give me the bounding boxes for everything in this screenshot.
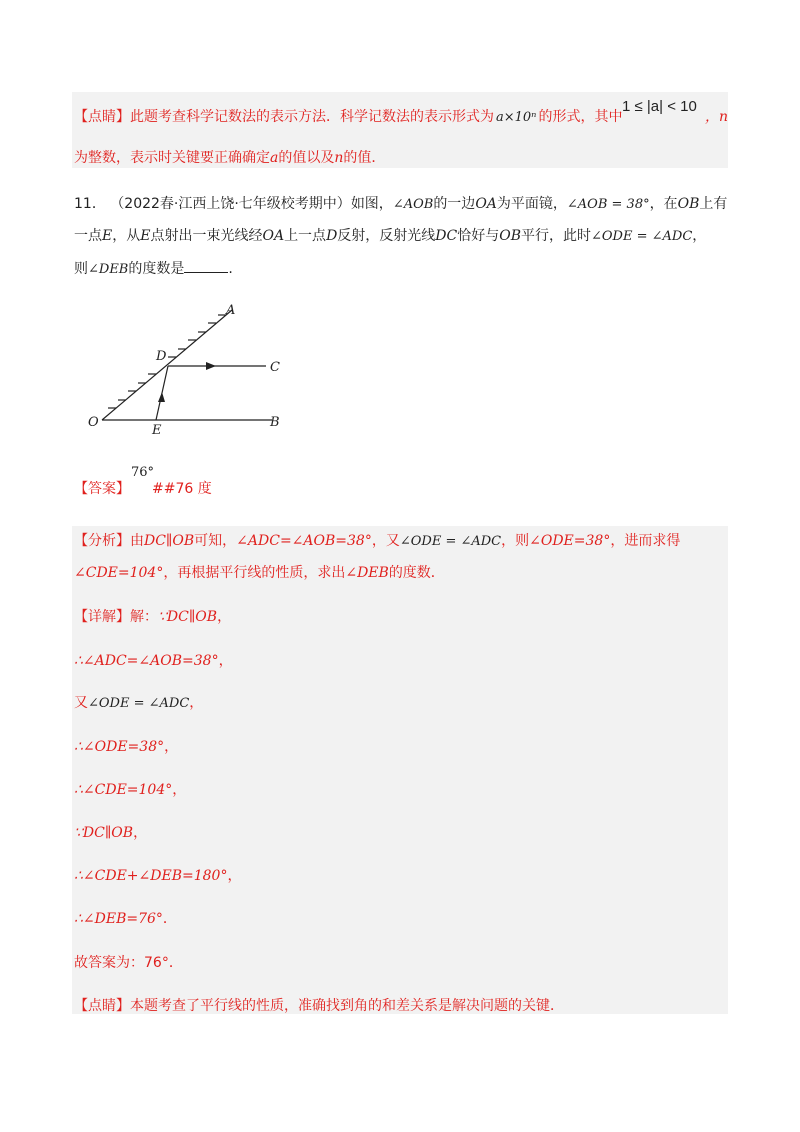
question-line-1: 11． （2022春·江西上饶·七年级校考期中）如图，∠AOB的一边OA为平面镜，∠AOB = 38°，在OB上有 — [74, 196, 728, 212]
label-b: B — [270, 415, 280, 430]
detail-line-9: 故答案为：76°． — [74, 955, 183, 971]
question-line-2: 一点E，从E点射出一束光线经OA上一点D反射，反射光线DC恰好与OB平行，此时∠ODE = ∠ADC， — [74, 228, 707, 244]
answer-blank — [184, 258, 228, 273]
label-a: A — [226, 303, 236, 318]
question-source: （2022春·江西上饶·七年级校考期中） — [110, 196, 351, 212]
note-1-line-1 — [74, 107, 622, 128]
sci-notation-condition: 1 ≤ |a| < 10 — [622, 98, 697, 115]
detail-line-6: ∵DC∥OB， — [74, 825, 148, 841]
detail-line-5: ∴∠CDE=104°， — [74, 782, 187, 798]
detail-line-3: 又∠ODE = ∠ADC， — [74, 695, 204, 711]
answer-value: 76° — [131, 465, 155, 480]
detail-line-8: ∴∠DEB=76°． — [74, 911, 177, 927]
detail-line-7: ∴∠CDE+∠DEB=180°， — [74, 868, 242, 884]
detail-line-2: ∴∠ADC=∠AOB=38°， — [74, 653, 233, 669]
mirror-hatching — [108, 315, 226, 408]
geometry-figure — [80, 300, 300, 450]
answer-line — [74, 479, 130, 499]
detail-line-1: 【详解】解：∵DC∥OB， — [74, 609, 232, 625]
analysis-block — [72, 526, 728, 1014]
note-1-after: 的形式，其中 — [538, 109, 623, 125]
answer-alt: ##76 度 — [152, 481, 212, 497]
analysis-line-2: ∠CDE=104°，再根据平行线的性质，求出∠DEB的度数． — [74, 565, 445, 581]
arrow-dc-icon — [206, 362, 216, 370]
detail-line-4: ∴∠ODE=38°， — [74, 739, 179, 755]
note-1-tag: 【点睛】 — [74, 109, 130, 125]
note-1-line-2: 为整数，表示时关键要正确确定a的值以及n的值． — [74, 150, 386, 166]
question-number: 11． — [74, 196, 106, 212]
label-o: O — [88, 415, 99, 430]
answer-tag: 【答案】 — [74, 481, 130, 497]
note-2-tag: 【点睛】 — [74, 998, 130, 1014]
arrow-ed-icon — [158, 392, 165, 402]
question-line-3: 则∠DEB的度数是 . — [74, 258, 233, 280]
note-1-text: 此题考查科学记数法的表示方法．科学记数法的表示形式为 — [130, 109, 494, 125]
analysis-tag: 【分析】 — [74, 533, 130, 549]
detail-tag: 【详解】 — [74, 609, 130, 625]
label-c: C — [270, 360, 280, 375]
label-e: E — [152, 423, 162, 438]
note-1-var-n: ，n — [705, 109, 729, 125]
sci-notation-formula: a×10ⁿ — [496, 110, 537, 125]
label-d: D — [156, 349, 167, 364]
note-2-text: 本题考查了平行线的性质，准确找到角的和差关系是解决问题的关键． — [130, 998, 564, 1014]
note-2-line — [74, 996, 564, 1016]
analysis-line-1: 【分析】由DC∥OB可知，∠ADC=∠AOB=38°，又∠ODE = ∠ADC，则∠ODE=38°，进而求得 — [74, 533, 681, 549]
